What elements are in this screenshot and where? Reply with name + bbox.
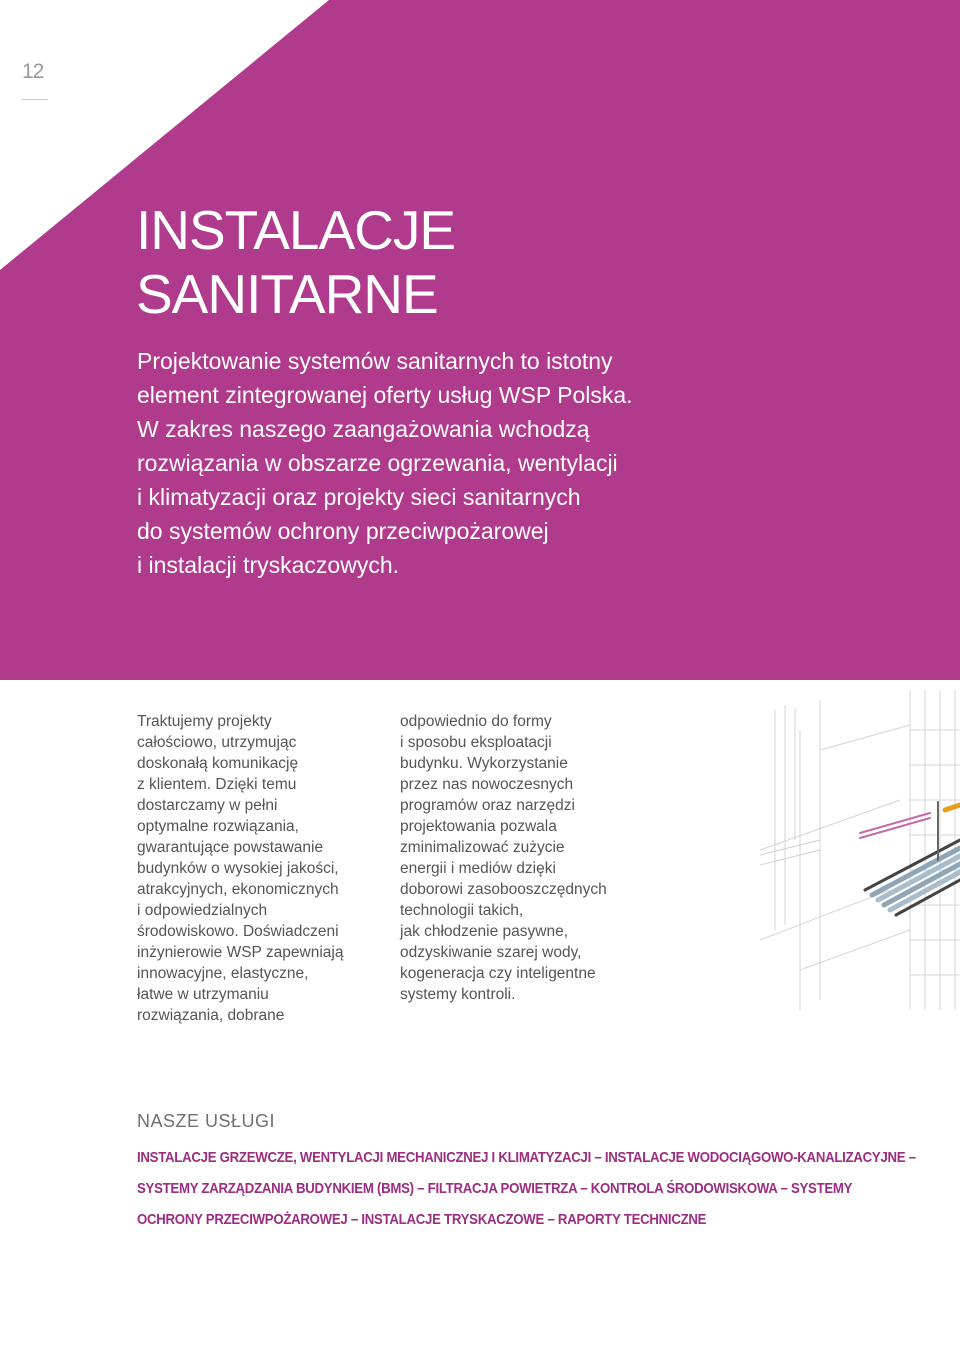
body-line: budynków o wysokiej jakości,: [137, 860, 339, 877]
body-line: projektowania pozwala: [400, 818, 557, 835]
body-line: zminimalizować zużycie: [400, 839, 565, 856]
lead-line: i instalacji tryskaczowych.: [137, 552, 400, 578]
body-line: doskonałą komunikację: [137, 755, 299, 772]
title-line: SANITARNE: [136, 263, 438, 325]
services-list: [137, 1142, 937, 1235]
body-line: odzyskiwanie szarej wody,: [400, 944, 582, 961]
body-line: energii i mediów dzięki: [400, 860, 556, 877]
services-line: OCHRONY PRZECIWPOŻAROWEJ – INSTALACJE TRYSKACZOWE – RAPORTY TECHNICZNE: [137, 1211, 707, 1228]
body-line: środowiskowo. Doświadczeni: [137, 923, 339, 940]
lead-paragraph: [137, 344, 697, 582]
body-line: kogeneracja czy inteligentne: [400, 965, 596, 982]
body-column-right: [400, 711, 660, 1005]
body-line: i odpowiedzialnych: [137, 902, 268, 919]
services-line: INSTALACJE GRZEWCZE, WENTYLACJI MECHANICZNEJ I KLIMATYZACJI – INSTALACJE WODOCIĄGOWO-KANALIZACYJNE –: [137, 1149, 916, 1166]
lead-line: Projektowanie systemów sanitarnych to istotny: [137, 348, 613, 374]
building-pipes-illustration: [760, 690, 960, 1020]
body-line: atrakcyjnych, ekonomicznych: [137, 881, 339, 898]
page-title: [136, 198, 455, 326]
body-line: odpowiednio do formy: [400, 713, 552, 730]
title-line: INSTALACJE: [136, 199, 456, 261]
body-line: technologii takich,: [400, 902, 524, 919]
body-line: całościowo, utrzymując: [137, 734, 297, 751]
lead-line: W zakres naszego zaangażowania wchodzą: [137, 416, 590, 442]
body-column-left: [137, 711, 377, 1026]
body-line: przez nas nowoczesnych: [400, 776, 574, 793]
page-number: 12: [22, 60, 44, 83]
body-line: jak chłodzenie pasywne,: [400, 923, 569, 940]
body-line: gwarantujące powstawanie: [137, 839, 324, 856]
body-line: programów oraz narzędzi: [400, 797, 575, 814]
lead-line: rozwiązania w obszarze ogrzewania, wentylacji: [137, 450, 618, 476]
body-line: innowacyjne, elastyczne,: [137, 965, 309, 982]
body-line: z klientem. Dzięki temu: [137, 776, 297, 793]
body-line: doborowi zasobooszczędnych: [400, 881, 607, 898]
services-heading: NASZE USŁUGI: [137, 1111, 276, 1131]
body-line: budynku. Wykorzystanie: [400, 755, 568, 772]
body-line: optymalne rozwiązania,: [137, 818, 299, 835]
lead-line: element zintegrowanej oferty usług WSP Polska.: [137, 382, 633, 408]
lead-line: i klimatyzacji oraz projekty sieci sanitarnych: [137, 484, 581, 510]
body-line: i sposobu eksploatacji: [400, 734, 552, 751]
body-line: systemy kontroli.: [400, 986, 516, 1003]
lead-line: do systemów ochrony przeciwpożarowej: [137, 518, 549, 544]
services-line: SYSTEMY ZARZĄDZANIA BUDYNKIEM (BMS) – FILTRACJA POWIETRZA – KONTROLA ŚRODOWISKOWA – SYSTEMY: [137, 1180, 853, 1197]
body-line: rozwiązania, dobrane: [137, 1007, 285, 1024]
body-line: inżynierowie WSP zapewniają: [137, 944, 344, 961]
body-line: dostarczamy w pełni: [137, 797, 278, 814]
body-line: łatwe w utrzymaniu: [137, 986, 269, 1003]
body-line: Traktujemy projekty: [137, 713, 272, 730]
